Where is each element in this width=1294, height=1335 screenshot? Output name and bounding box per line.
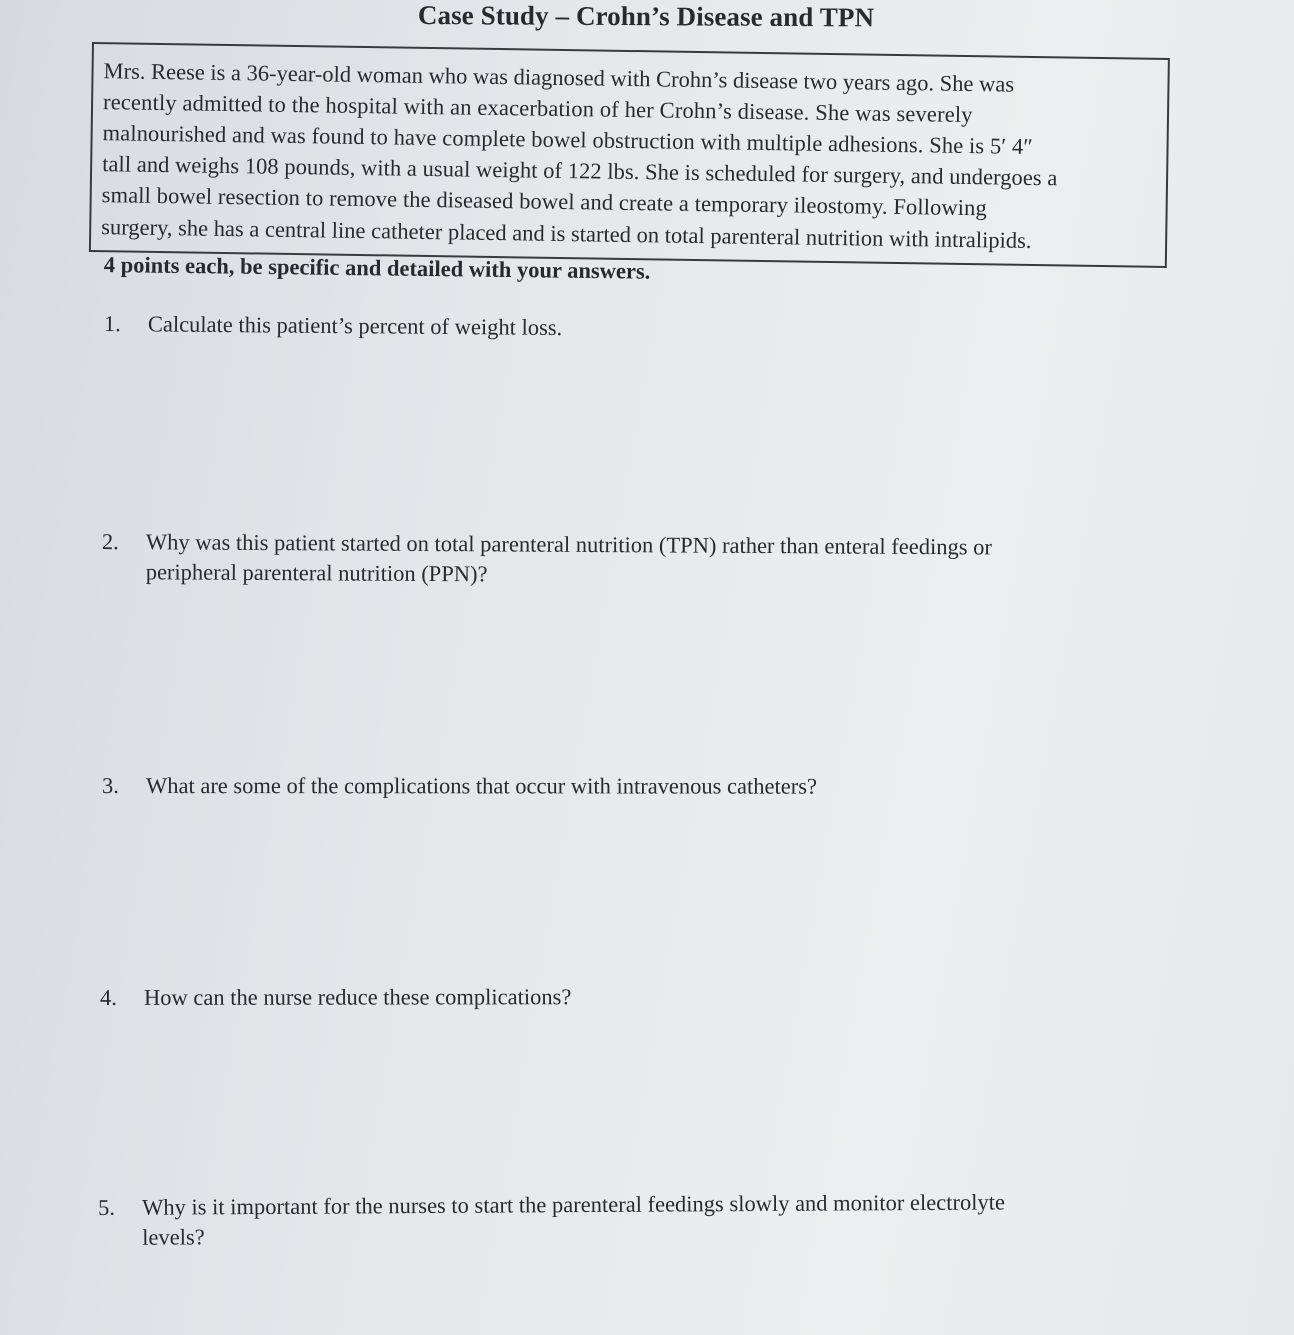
case-line: recently admitted to the hospital with an exacerbation of her Crohn’s disease. She was severely [102, 89, 973, 128]
case-line: small bowel resection to remove the diseased bowel and create a temporary ileostomy. Following [101, 182, 988, 221]
case-description-box [89, 42, 1170, 268]
question-5 [98, 1189, 1005, 1251]
question-number: 4. [100, 984, 117, 1010]
question-text-continued: peripheral parenteral nutrition (PPN)? [145, 559, 488, 587]
question-number: 2. [101, 529, 119, 555]
question-4 [100, 984, 571, 1011]
case-line: Mrs. Reese is a 36-year-old woman who was diagnosed with Crohn’s disease two years ago. She was [103, 58, 1015, 97]
document-title: Case Study – Crohn’s Disease and TPN [417, 0, 875, 33]
question-text: Calculate this patient’s percent of weight loss. [147, 311, 563, 340]
question-2 [102, 529, 992, 590]
question-number: 3. [101, 773, 119, 799]
question-text-continued: levels? [142, 1224, 205, 1250]
question-1 [104, 311, 562, 341]
question-text: Why was this patient started on total parenteral nutrition (TPN) rather than enteral feedings or [145, 529, 992, 560]
question-number: 5. [98, 1194, 116, 1220]
case-line: malnourished and was found to have complete bowel obstruction with multiple adhesions. She is 5′ 4″ [102, 120, 1034, 159]
instructions-text: 4 points each, be specific and detailed with your answers. [103, 252, 651, 284]
case-line: surgery, she has a central line catheter placed and is started on total parenteral nutrition with intralipids. [101, 214, 1032, 253]
question-text: How can the nurse reduce these complications? [143, 984, 572, 1010]
case-line: tall and weighs 108 pounds, with a usual weight of 122 lbs. She is scheduled for surgery, and undergoes a [102, 151, 1058, 191]
question-text: Why is it important for the nurses to start the parenteral feedings slowly and monitor electrolyte [141, 1189, 1006, 1220]
question-3 [102, 773, 817, 800]
question-text: What are some of the complications that occur with intravenous catheters? [145, 773, 818, 799]
question-number: 1. [103, 311, 121, 337]
